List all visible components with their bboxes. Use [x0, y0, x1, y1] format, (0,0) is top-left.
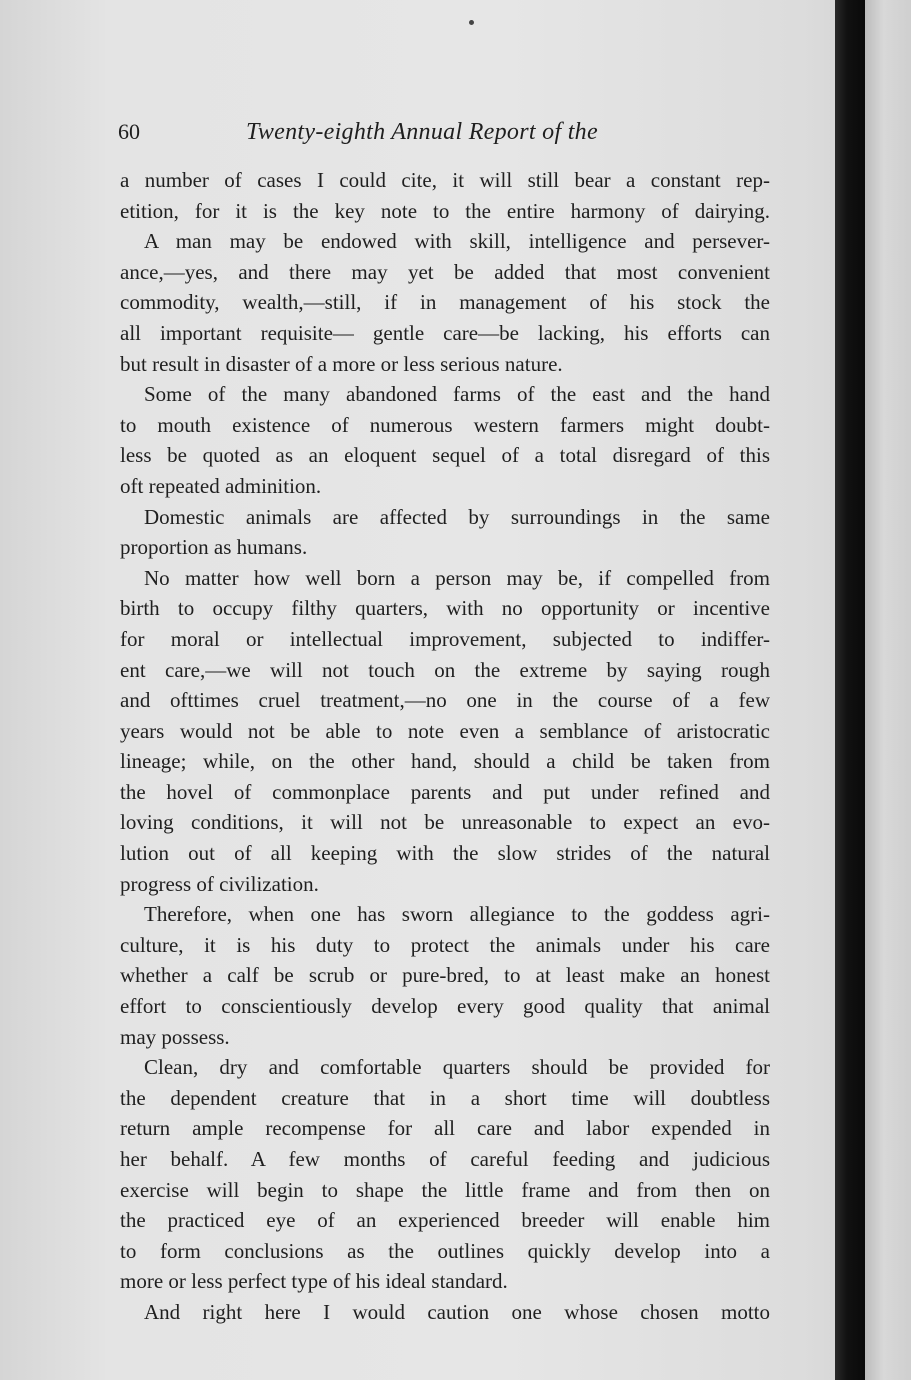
text-line: the practiced eye of an experienced breeder will enable him	[120, 1208, 770, 1233]
text-line: to form conclusions as the outlines quickly develop into a	[120, 1238, 770, 1263]
text-line: whether a calf be scrub or pure-bred, to at least make an honest	[120, 963, 770, 988]
text-line: less be quoted as an eloquent sequel of a total disregard of this	[120, 443, 770, 468]
text-line: and ofttimes cruel treatment,—no one in the course of a few	[120, 688, 770, 713]
text-line: proportion as humans.	[120, 535, 308, 560]
text-line: return ample recompense for all care and labor expended in	[120, 1116, 770, 1141]
text-line: lineage; while, on the other hand, should a child be taken from	[120, 749, 770, 774]
body-text	[120, 165, 770, 1328]
page-number: 60	[118, 119, 140, 144]
text-line: culture, it is his duty to protect the animals under his care	[120, 932, 770, 957]
text-line: the hovel of commonplace parents and put under refined and	[120, 779, 770, 804]
text-line: loving conditions, it will not be unreasonable to expect an evo-	[120, 810, 770, 835]
text-line: for moral or intellectual improvement, subjected to indiffer-	[120, 626, 770, 651]
text-line: Some of the many abandoned farms of the east and the hand	[144, 382, 770, 407]
adjacent-page-edge	[865, 0, 911, 1380]
text-line: And right here I would caution one whose chosen motto	[144, 1299, 770, 1324]
text-line: No matter how well born a person may be, if compelled from	[144, 565, 770, 590]
text-line: may possess.	[120, 1024, 230, 1049]
ink-speck	[469, 20, 474, 25]
text-line: a number of cases I could cite, it will still bear a constant rep-	[120, 168, 770, 192]
text-line: more or less perfect type of his ideal standard.	[120, 1269, 508, 1294]
text-line: commodity, wealth,—still, if in management of his stock the	[120, 290, 770, 315]
text-line: exercise will begin to shape the little frame and from then on	[120, 1177, 770, 1202]
text-line: oft repeated adminition.	[120, 473, 322, 498]
text-line: to mouth existence of numerous western farmers might doubt-	[120, 412, 770, 437]
text-line: progress of civilization.	[120, 871, 319, 896]
text-line: effort to conscientiously develop every good quality that animal	[120, 994, 770, 1019]
text-line: Domestic animals are affected by surroundings in the same	[144, 504, 770, 529]
book-binding-shadow	[835, 0, 865, 1380]
running-title: Twenty-eighth Annual Report of the	[246, 119, 598, 145]
text-line: but result in disaster of a more or less serious nature.	[120, 351, 563, 376]
text-line: birth to occupy filthy quarters, with no opportunity or incentive	[120, 596, 770, 621]
page-header	[118, 115, 678, 149]
text-line: years would not be able to note even a semblance of aristocratic	[120, 718, 770, 743]
text-line: Therefore, when one has sworn allegiance to the goddess agri-	[144, 902, 770, 927]
text-line: etition, for it is the key note to the entire harmony of dairying.	[120, 198, 770, 223]
text-line: her behalf. A few months of careful feeding and judicious	[120, 1147, 770, 1171]
text-line: A man may be endowed with skill, intelligence and persever-	[144, 229, 770, 254]
text-line: the dependent creature that in a short time will doubtless	[120, 1085, 770, 1110]
text-line: lution out of all keeping with the slow strides of the natural	[120, 841, 770, 866]
text-line: all important requisite— gentle care—be lacking, his efforts can	[120, 320, 770, 345]
text-line: Clean, dry and comfortable quarters should be provided for	[144, 1055, 770, 1080]
text-line: ent care,—we will not touch on the extreme by saying rough	[120, 657, 770, 682]
text-line: ance,—yes, and there may yet be added that most convenient	[120, 259, 770, 284]
